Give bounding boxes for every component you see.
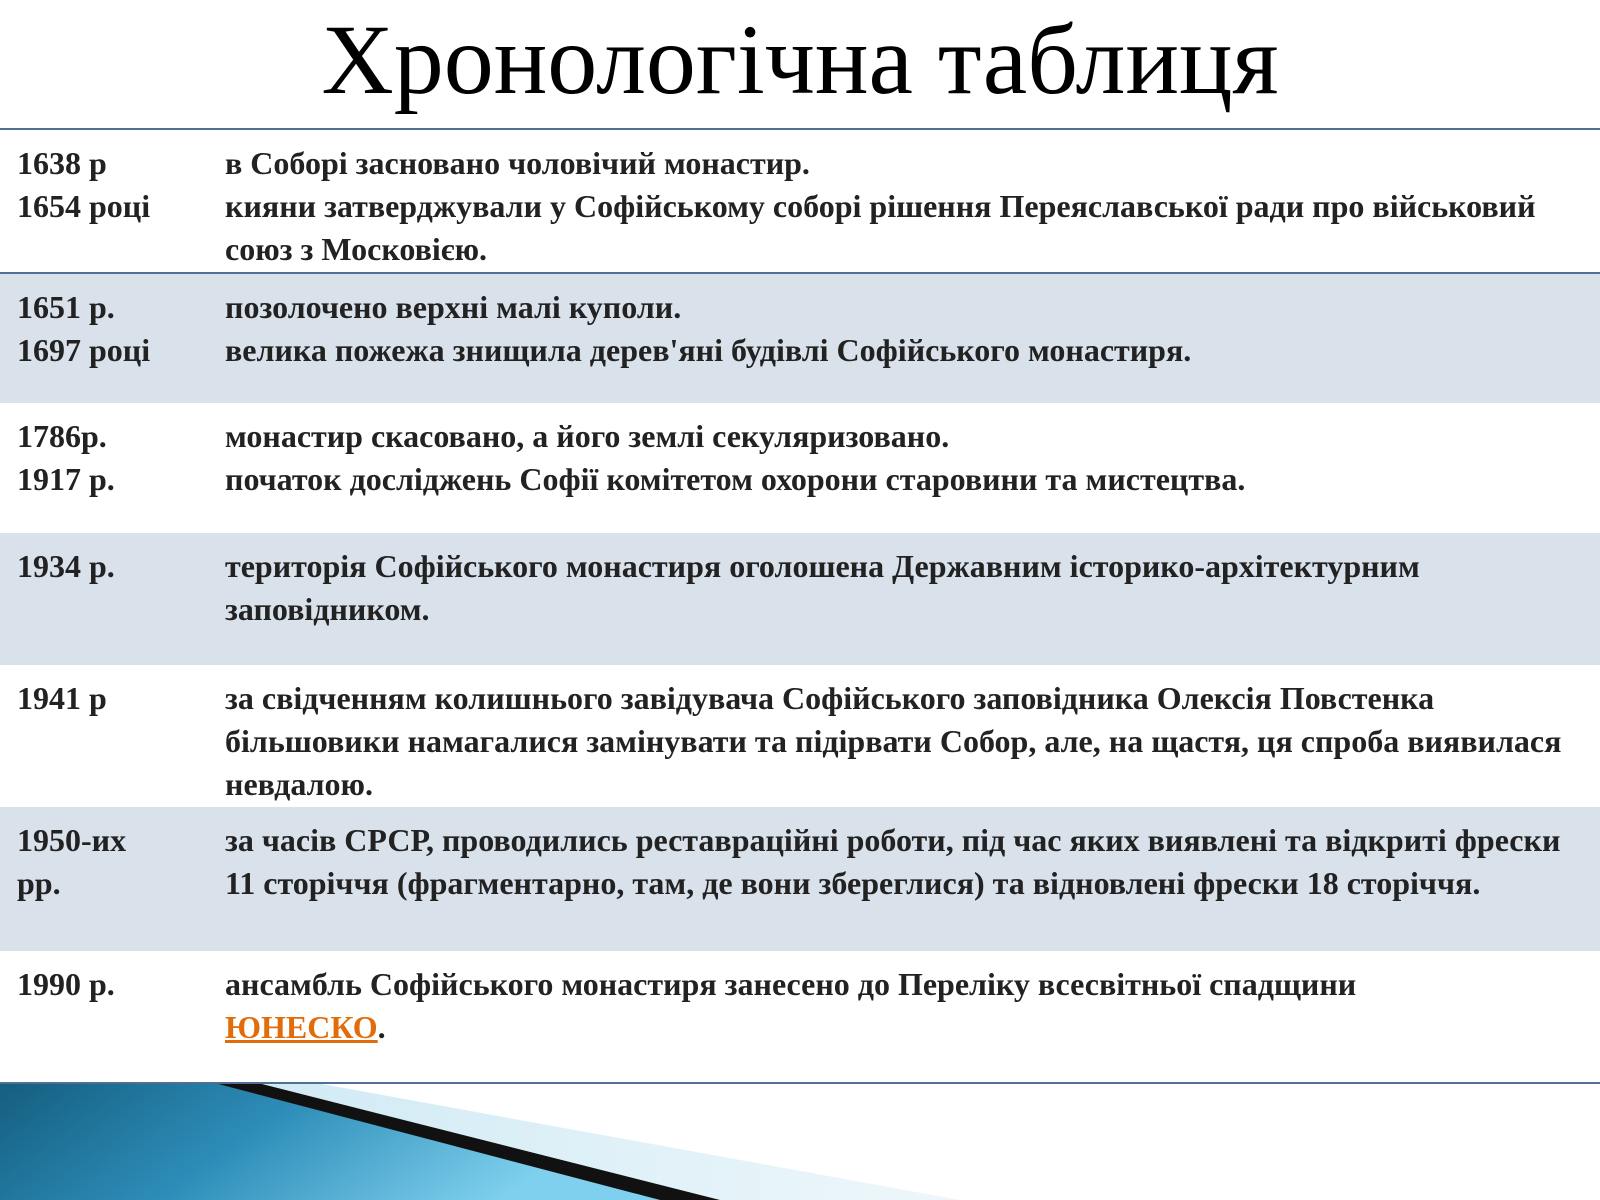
year-text: 1651 р. [17,289,115,325]
year-cell [0,533,225,665]
year-cell [0,665,225,807]
event-cell [225,665,1600,807]
year-text: 1654 році [17,188,151,224]
event-text: позолочено верхні малі куполи. [225,289,682,325]
table-row [0,807,1600,951]
event-text: монастир скасовано, а його землі секуляризовано. [225,418,950,454]
year-cell [0,273,225,403]
year-cell [0,403,225,533]
table-row [0,665,1600,807]
table-row [0,403,1600,533]
year-text: 1941 р [17,680,107,716]
year-cell [0,951,225,1083]
year-text: 1950-их рр. [17,822,127,901]
event-cell [225,129,1600,273]
event-cell [225,807,1600,951]
year-text: 1917 р. [17,461,115,497]
event-cell [225,273,1600,403]
year-text: 1934 р. [17,548,115,584]
table-row [0,273,1600,403]
event-text: велика пожежа знищила дерев'яні будівлі Софійського монастиря. [225,332,1192,368]
event-text: початок досліджень Софії комітетом охорони старовини та мистецтва. [225,461,1246,497]
chronology-table [0,128,1600,1084]
event-cell [225,951,1600,1083]
event-cell [225,533,1600,665]
page-title: Хронологічна таблиця [321,4,1279,115]
unesco-link[interactable]: ЮНЕСКО [225,1009,378,1045]
event-text: кияни затверджували у Софійському соборі рішення Переяславської ради про військовий союз з Московією. [225,188,1536,267]
event-text: за часів СРСР, проводились реставраційні роботи, під час яких виявлені та відкриті фрески 11 сторіччя (фрагментарно, там, де вони збереглися) та відновлені фрески 18 сторіччя. [225,822,1561,901]
event-text: ансамбль Софійського монастиря занесено до Переліку всесвітньої спадщини [225,966,1357,1002]
event-text: в Соборі засновано чоловічий монастир. [225,145,810,181]
year-cell [0,807,225,951]
event-text-suffix: . [377,1009,386,1045]
table-row [0,533,1600,665]
year-text: 1786р. [17,418,107,454]
event-text: за свідченням колишнього завідувача Софійського заповідника Олексія Повстенка більшовики намагалися замінувати та підірвати Собор, але, на щастя, ця спроба виявилася невдалою. [225,680,1562,802]
year-text: 1990 р. [17,966,115,1002]
table-row [0,129,1600,273]
table-row [0,951,1600,1083]
year-text: 1638 р [17,145,107,181]
event-text: територія Софійського монастиря оголошена Державним історико-архітектурним заповідником. [225,548,1420,627]
year-cell [0,129,225,273]
event-cell [225,403,1600,533]
year-text: 1697 році [17,332,151,368]
